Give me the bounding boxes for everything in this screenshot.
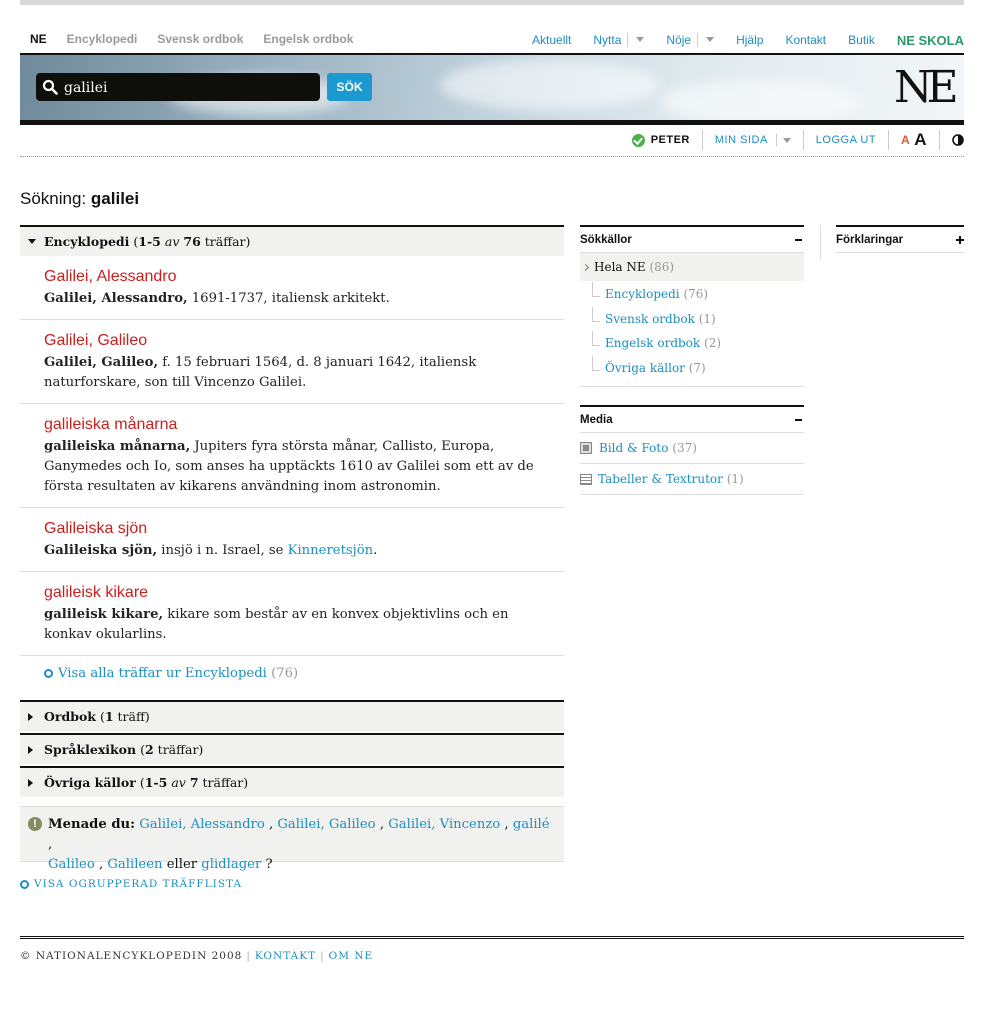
result-text: kikare som består av en konvex objektivlins och en konkav okularlins. [44,607,509,642]
source-item[interactable] [580,331,804,356]
footer-divider [20,936,964,939]
divider [627,33,628,47]
nav-nytta-label: Nytta [593,33,622,47]
main-tabs [20,26,363,53]
bullet-icon [44,669,53,678]
nav-hjalp-label: Hjälp [736,33,764,47]
result-text: f. 15 februari 1564, d. 8 januari 1642, italiensk naturforskare, son till Vincenzo Galilei. [44,355,477,390]
suggestion-link[interactable]: Galilei, Vincenzo [388,817,501,832]
result-headword: Galilei, Alessandro, [44,291,188,306]
count-range: 1-5 [138,234,161,249]
tab-encyklopedi[interactable]: Encyklopedi [66,32,138,46]
show-all-label[interactable]: Visa alla träffar ur Encyklopedi [58,666,267,681]
media-count: (37) [672,441,697,455]
table-icon [580,474,592,485]
result-title-link[interactable]: galileiska månarna [44,416,178,433]
count-of: av [171,775,186,790]
section-ordbok-header[interactable] [20,700,564,731]
count-num: 2 [144,742,154,757]
nav-aktuellt-label: Aktuellt [532,33,572,47]
my-page-link[interactable] [703,130,804,150]
count-open: ( [140,742,145,757]
section-ovriga-kallor-header[interactable] [20,766,564,797]
chevron-down-icon[interactable] [636,37,644,42]
media-count: (1) [726,472,744,486]
page-title-prefix: Sökning: [20,189,87,208]
footer-about-link[interactable]: OM NE [328,950,374,962]
source-count: (2) [704,336,722,350]
result-headword: Galilei, Galileo, [44,355,159,370]
source-item[interactable] [580,282,804,307]
source-item[interactable] [580,307,804,332]
source-item-label[interactable]: Svensk ordbok [605,311,695,326]
section-encyklopedi-header[interactable] [20,225,564,256]
suggestion-link[interactable]: Galileo [48,857,95,872]
result-text: 1691-1737, italiensk arkitekt. [187,291,390,306]
image-icon [580,442,592,454]
footer [20,950,373,962]
suggestion-link[interactable]: glidlager [201,857,262,872]
media-item-label[interactable]: Bild & Foto [599,441,669,455]
nav-noje[interactable] [655,26,725,47]
count-suffix: träffar) [204,234,251,249]
sources-title: Sökkällor [580,233,632,246]
sources-list [580,253,804,387]
source-all[interactable] [580,253,804,281]
source-item[interactable] [580,356,804,381]
page-title [20,189,139,209]
suggestion-link[interactable]: Galileen [107,857,163,872]
result-description [44,541,564,561]
count-suffix: träffar) [157,742,204,757]
divider: | [246,950,251,962]
expand-icon[interactable] [956,236,964,244]
suggestion-link[interactable]: Galilei, Alessandro [139,817,265,832]
divider [697,33,698,47]
nav-aktuellt[interactable] [521,26,582,47]
my-page-label: MIN SIDA [714,134,768,146]
source-count: (1) [698,311,716,326]
count-total: 7 [189,775,199,790]
count-open: ( [99,709,105,724]
triangle-down-icon [28,239,36,244]
nav-kontakt[interactable] [774,26,837,47]
source-all-label: Hela NE [594,260,646,274]
bullet-icon [20,880,29,889]
footer-contact-link[interactable]: KONTAKT [254,950,317,962]
nav-ne-skola[interactable] [886,26,964,48]
divider [820,225,821,260]
info-icon: ! [28,817,42,831]
show-all-link[interactable] [20,656,564,693]
count-total: 76 [183,234,201,249]
triangle-right-icon [28,746,33,754]
font-small-button[interactable]: A [901,133,911,147]
section-spraklexikon-header[interactable] [20,733,564,764]
count-suffix: träff) [117,709,150,724]
tab-engelsk-ordbok[interactable]: Engelsk ordbok [263,32,354,46]
source-count: (7) [688,360,706,375]
search-button[interactable]: SÖK [327,73,372,101]
copyright-text: © NATIONALENCYKLOPEDIN 2008 [20,950,243,962]
nav-butik[interactable] [837,26,886,47]
list-item [20,320,564,404]
cloud-decoration [660,80,860,125]
top-strip [20,0,964,5]
result-description [44,289,564,309]
list-item [20,572,564,656]
chevron-down-icon[interactable] [783,138,791,143]
source-item-label[interactable]: Övriga källor [605,360,685,375]
count-open: ( [133,234,139,249]
list-item [20,404,564,508]
section-title: Övriga källor [44,775,136,790]
search-input[interactable] [62,76,316,100]
result-text: Jupiters fyra största månar, Callisto, Europa, Ganymedes och Io, som anses ha upptäckts 1610 av Galilei som ett av de första resultaten av kikarens användning inom astronomin. [44,439,534,494]
nav-nytta[interactable] [582,26,655,47]
divider [776,134,777,146]
divider [20,156,964,157]
explanations-title: Förklaringar [836,233,904,246]
tab-ne[interactable]: NE [30,32,47,46]
count-open: ( [139,775,145,790]
count-num: 1 [104,709,114,724]
user-name: PETER [650,134,690,146]
contrast-toggle[interactable] [940,130,964,150]
nav-noje-label: Nöje [666,33,692,47]
chevron-down-icon[interactable] [706,37,714,42]
list-item [20,256,564,320]
or-text: eller [166,857,198,872]
collapse-icon[interactable] [795,419,802,421]
nav-butik-label: Butik [848,33,875,47]
section-title: Språklexikon [44,742,137,757]
nav-kontakt-label: Kontakt [785,33,827,47]
cross-reference-link[interactable]: Kinneretsjön [287,543,374,558]
cloud-decoration [440,60,660,110]
result-title-link[interactable]: Galilei, Alessandro [44,268,177,285]
result-headword: galileisk kikare, [44,607,164,622]
explanations-panel [836,225,964,253]
media-title: Media [580,413,613,426]
logout-link[interactable]: LOGGA UT [804,130,889,150]
tab-svensk-ordbok[interactable]: Svensk ordbok [157,32,244,46]
show-all-count: (76) [271,666,299,681]
page-title-query: galilei [90,189,140,208]
count-of: av [164,234,180,249]
divider: | [320,950,325,962]
count-suffix: träffar) [202,775,249,790]
media-item[interactable] [580,464,804,495]
result-text-end: . [373,543,378,558]
result-description [44,437,564,497]
section-title: Encyklopedi [44,234,130,249]
suggestion-link[interactable]: galilé [512,817,550,832]
explanations-header[interactable] [836,225,964,253]
user-status [620,130,703,150]
suggestion-link[interactable]: Galilei, Galileo [277,817,376,832]
results-column [20,225,564,797]
triangle-right-icon [28,713,33,721]
check-icon [632,134,645,147]
result-headword: Galileiska sjön, [44,543,158,558]
user-bar [620,128,964,152]
media-header[interactable] [580,405,804,433]
list-item [20,508,564,572]
result-text: insjö i n. Israel, se [157,543,288,558]
font-size-controls [889,130,940,150]
did-you-mean-box: Menade du: Galilei, Alessandro , Galilei, Galileo , Galilei, Vincenzo , galilé , Galileo , Galileen eller glidlager ? [20,806,564,862]
triangle-right-icon [28,779,33,787]
media-item[interactable] [580,433,804,464]
ungrouped-list-label[interactable]: VISA OGRUPPERAD TRÄFFLISTA [34,878,243,890]
section-title: Ordbok [44,709,96,724]
source-count: (76) [683,287,709,301]
ungrouped-list-link[interactable] [20,878,242,890]
question-mark: ? [265,857,273,872]
chevron-right-icon [582,263,589,270]
ne-logo[interactable]: NE [894,62,953,113]
collapse-icon[interactable] [795,239,802,241]
sources-header[interactable] [580,225,804,253]
source-item-label[interactable]: Encyklopedi [605,287,680,301]
result-description [44,605,564,645]
result-title-link[interactable]: Galilei, Galileo [44,332,148,349]
nav-ne-skola-label: NE SKOLA [896,33,964,48]
source-item-label[interactable]: Engelsk ordbok [605,336,701,350]
media-item-label[interactable]: Tabeller & Textrutor [598,472,723,486]
did-you-mean-label: Menade du: [48,817,136,832]
top-nav [521,26,964,53]
font-large-button[interactable]: A [914,130,927,149]
result-title-link[interactable]: galileisk kikare [44,584,149,601]
source-count: (86) [649,260,675,274]
result-title-link[interactable]: Galileiska sjön [44,520,148,537]
nav-hjalp[interactable] [725,26,774,47]
sources-panel [580,225,804,495]
result-headword: galileiska månarna, [44,439,191,454]
search-icon [42,79,58,95]
count-range: 1-5 [144,775,168,790]
contrast-icon[interactable] [952,134,964,146]
result-description [44,353,564,393]
